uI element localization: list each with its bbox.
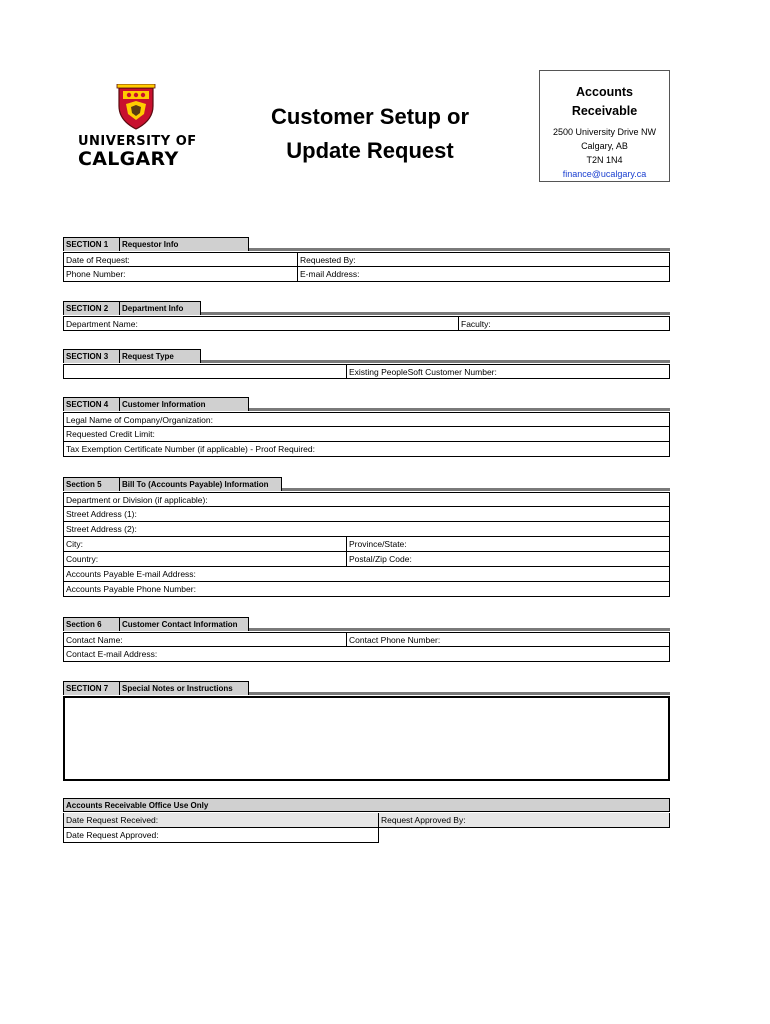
contact-email-label: Contact E-mail Address:	[66, 649, 158, 659]
section-number: SECTION 2	[64, 302, 120, 315]
section-label: Requestor Info	[122, 240, 179, 249]
section4-header	[63, 397, 249, 411]
divider	[201, 360, 670, 363]
legal-name-label: Legal Name of Company/Organization:	[66, 415, 213, 425]
form-row[interactable]	[63, 552, 670, 567]
section3-header	[63, 349, 201, 363]
city-label: City:	[66, 539, 83, 549]
form-row[interactable]	[63, 252, 670, 267]
special-notes-textarea[interactable]	[63, 696, 670, 781]
faculty-label: Faculty:	[461, 319, 491, 329]
date-of-request-label: Date of Request:	[66, 255, 130, 265]
section-number: SECTION 4	[64, 398, 120, 411]
university-name-line1: UNIVERSITY OF	[78, 134, 197, 149]
divider	[249, 248, 670, 251]
university-name-line2: CALGARY	[78, 148, 179, 170]
contact-name-label: Contact Name:	[66, 635, 123, 645]
country-label: Country:	[66, 554, 99, 564]
office-use-header	[63, 798, 670, 812]
form-row[interactable]	[63, 582, 670, 597]
existing-customer-number-label: Existing PeopleSoft Customer Number:	[349, 367, 497, 377]
department-division-label: Department or Division (if applicable):	[66, 495, 208, 505]
ar-title	[540, 83, 669, 121]
ar-address-line1: 2500 University Drive NW	[552, 127, 657, 137]
section-number: SECTION 7	[64, 682, 120, 695]
divider	[249, 408, 670, 411]
section-label: Bill To (Accounts Payable) Information	[122, 480, 269, 489]
form-row[interactable]	[63, 537, 670, 552]
office-use-title: Accounts Receivable Office Use Only	[66, 801, 209, 810]
form-row[interactable]	[63, 647, 670, 662]
section6-header	[63, 617, 249, 631]
section-label: Customer Information	[122, 400, 206, 409]
section-label: Customer Contact Information	[122, 620, 238, 629]
section-number: SECTION 1	[64, 238, 120, 251]
divider	[249, 628, 670, 631]
ar-address-line3: T2N 1N4	[586, 155, 623, 165]
date-approved-label: Date Request Approved:	[66, 830, 159, 840]
page-title	[250, 100, 490, 168]
ar-address-line2: Calgary, AB	[581, 141, 628, 151]
form-row[interactable]	[63, 267, 670, 282]
contact-phone-label: Contact Phone Number:	[349, 635, 441, 645]
section-label: Department Info	[122, 304, 184, 313]
phone-number-label: Phone Number:	[66, 269, 126, 279]
divider	[249, 692, 670, 695]
form-row[interactable]	[63, 507, 670, 522]
divider	[282, 488, 670, 491]
postal-zip-label: Postal/Zip Code:	[349, 554, 412, 564]
section-number: Section 5	[64, 478, 120, 491]
form-row[interactable]	[63, 427, 670, 442]
form-row[interactable]	[63, 412, 670, 427]
street-address1-label: Street Address (1):	[66, 509, 137, 519]
form-row[interactable]	[63, 567, 670, 582]
section7-header	[63, 681, 249, 695]
form-row[interactable]	[63, 492, 670, 507]
section-number: Section 6	[64, 618, 120, 631]
form-row[interactable]	[63, 813, 670, 828]
form-row[interactable]	[63, 316, 670, 331]
accounts-receivable-box	[539, 70, 670, 182]
crest-icon	[116, 84, 156, 130]
ap-email-label: Accounts Payable E-mail Address:	[66, 569, 196, 579]
title-line2: Update Request	[286, 138, 454, 163]
section-number: SECTION 3	[64, 350, 120, 363]
province-state-label: Province/State:	[349, 539, 407, 549]
university-logo	[64, 78, 208, 182]
form-row[interactable]	[63, 364, 670, 379]
title-line1: Customer Setup or	[270, 104, 470, 129]
approved-by-label: Request Approved By:	[381, 815, 466, 825]
ap-phone-label: Accounts Payable Phone Number:	[66, 584, 196, 594]
email-address-label: E-mail Address:	[300, 269, 360, 279]
requested-by-label: Requested By:	[300, 255, 356, 265]
divider	[201, 312, 670, 315]
ar-title-line1: Accounts	[576, 85, 633, 99]
section1-header	[63, 237, 249, 251]
form-row[interactable]	[63, 828, 379, 843]
tax-exemption-label: Tax Exemption Certificate Number (if applicable) - Proof Required:	[66, 444, 315, 454]
form-row[interactable]	[63, 632, 670, 647]
ar-email-link[interactable]: finance@ucalgary.ca	[562, 169, 647, 179]
credit-limit-label: Requested Credit Limit:	[66, 429, 155, 439]
section5-header	[63, 477, 282, 491]
section-label: Special Notes or Instructions	[122, 684, 233, 693]
department-name-label: Department Name:	[66, 319, 138, 329]
street-address2-label: Street Address (2):	[66, 524, 137, 534]
form-row[interactable]	[63, 442, 670, 457]
ar-title-line2: Receivable	[571, 104, 638, 118]
date-received-label: Date Request Received:	[66, 815, 159, 825]
section-label: Request Type	[122, 352, 174, 361]
section2-header	[63, 301, 201, 315]
form-row[interactable]	[63, 522, 670, 537]
